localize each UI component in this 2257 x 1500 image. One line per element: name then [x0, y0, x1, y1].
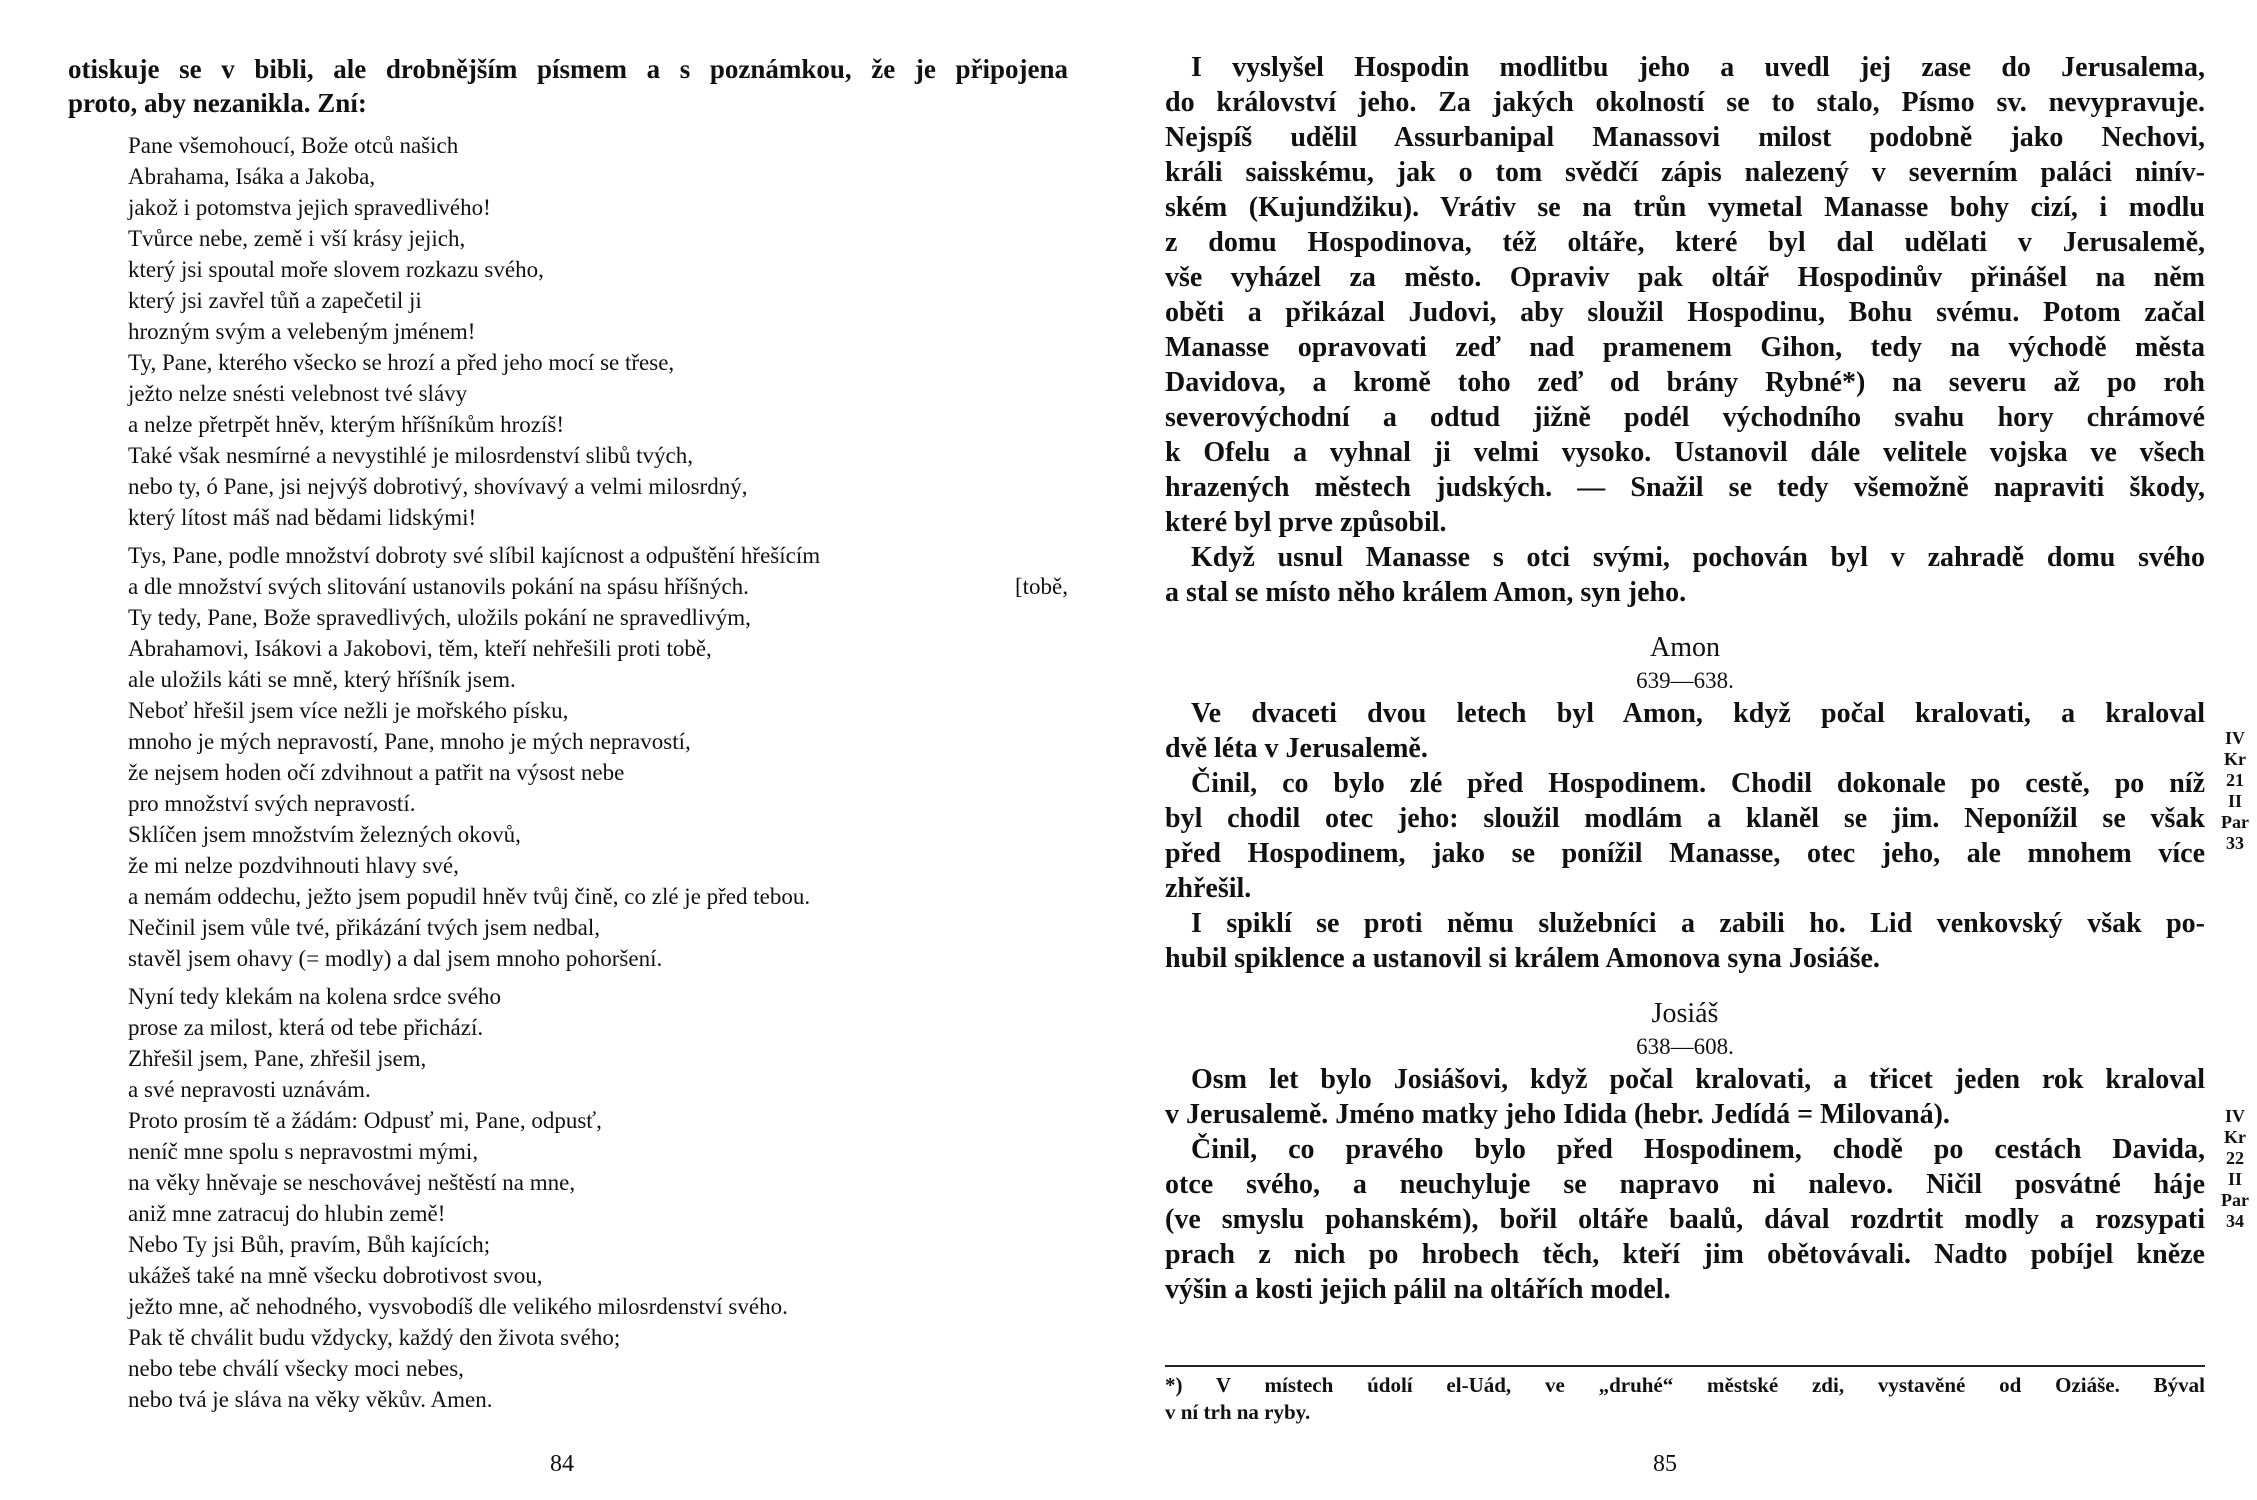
verse-line: Nečinil jsem vůle tvé, přikázání tvých jsem nedbal, [128, 915, 600, 940]
verse-line: Tys, Pane, podle množství dobroty své slíbil kajícnost a odpuštění hřešícím [128, 543, 821, 568]
text-line: a stal se místo něho králem Amon, syn jeho. [1165, 577, 1687, 608]
text-line: z domu Hospodinova, též oltáře, které byl dal udělati v Jerusalemě, [1165, 227, 2205, 258]
page-number: 84 [550, 1451, 574, 1477]
text-line: které byl prve způsobil. [1165, 507, 1447, 538]
verse-line: Tvůrce nebe, země i vší krásy jejich, [128, 226, 466, 251]
stanza-gap [128, 533, 1068, 540]
verse-line: Nebo Ty jsi Bůh, pravím, Bůh kajících; [128, 1232, 491, 1257]
margin-ref-line: II Par [2221, 1169, 2249, 1210]
footnote [1165, 1372, 2205, 1426]
text-line: (ve smyslu pohanském), bořil oltáře baalů, dával rozdrtit modly a rozsypati [1165, 1204, 2205, 1235]
verse-line: neníč mne spolu s nepravostmi mými, [128, 1139, 479, 1164]
prayer-verse [128, 130, 1068, 1415]
verse-line: který jsi zavřel tůň a zapečetil ji [128, 288, 422, 313]
margin-reference-amon [2213, 728, 2257, 854]
verse-line: Nyní tedy klekám na kolena srdce svého [128, 984, 501, 1009]
text-line: Osm let bylo Josiášovi, když počal kralovati, a třicet jeden rok kraloval [1191, 1064, 2205, 1095]
section-years-josias: 638—608. [1636, 1034, 1734, 1059]
verse-line: nebo tebe chválí všecky moci nebes, [128, 1356, 464, 1381]
verse-line: Ty tedy, Pane, Bože spravedlivých, uložils pokání ne spravedlivým, [128, 605, 751, 630]
page-number: 85 [1653, 1451, 1677, 1477]
verse-line: který lítost máš nad bědami lidskými! [128, 505, 477, 530]
text-line: před Hospodinem, jako se ponížil Manasse, otec jeho, ale mnohem více [1165, 838, 2205, 869]
verse-line: který jsi spoutal moře slovem rozkazu svého, [128, 257, 544, 282]
text-line: severovýchodní a odtud jižně podél východního svahu hory chrámové [1165, 402, 2205, 433]
text-line: hrazených městech judských. — Snažil se tedy všemožně napraviti škody, [1165, 472, 2205, 503]
text-line: I vyslyšel Hospodin modlitbu jeho a uvedl jej zase do Jerusalema, [1191, 52, 2205, 83]
verse-line: ježto mne, ač nehodného, vysvobodíš dle velikého milosrdenství svého. [128, 1294, 788, 1319]
verse-line: že nejsem hoden očí zdvihnout a patřit na výsost nebe [128, 760, 625, 785]
verse-line: nebo ty, ó Pane, jsi nejvýš dobrotivý, shovívavý a velmi milosrdný, [128, 474, 748, 499]
verse-line: stavěl jsem ohavy (= modly) a dal jsem mnoho pohoršení. [128, 946, 663, 971]
verse-line: Abrahamovi, Isákovi a Jakobovi, těm, kteří nehřešili proti tobě, [128, 636, 712, 661]
verse-line: aniž mne zatracuj do hlubin země! [128, 1201, 446, 1226]
verse-line: Neboť hřešil jsem více nežli je mořského písku, [128, 698, 569, 723]
text-line: prach z nich po hrobech těch, kteří jim obětovávali. Nadto pobíjel kněze [1165, 1239, 2205, 1270]
footnote-line: v ní trh na ryby. [1165, 1400, 1311, 1424]
margin-reference-josias [2213, 1106, 2257, 1232]
verse-line: Proto prosím tě a žádám: Odpusť mi, Pane, odpusť, [128, 1108, 602, 1133]
verse-line: mnoho je mých nepravostí, Pane, mnoho je mých nepravostí, [128, 729, 691, 754]
verse-line: na věky hněvaje se neschovávej neštěstí na mne, [128, 1170, 576, 1195]
wrap-note: [tobě, [1014, 574, 1068, 599]
verse-line: ježto nelze snésti velebnost tvé slávy [128, 381, 468, 406]
verse-line: Ty, Pane, kterého všecko se hrozí a před jeho mocí se třese, [128, 350, 675, 375]
text-line: dvě léta v Jerusalemě. [1165, 733, 1428, 764]
intro-line: proto, aby nezanikla. Zní: [68, 88, 367, 118]
margin-ref-line: 34 [2226, 1211, 2244, 1231]
margin-ref-line: II Par [2221, 791, 2249, 832]
verse-line: Pane všemohoucí, Bože otců našich [128, 133, 459, 158]
footnote-line: *) V místech údolí el-Uád, ve „druhé“ městské zdi, vystavěné od Oziáše. Býval [1165, 1373, 2205, 1397]
verse-line: hrozným svým a velebeným jménem! [128, 319, 476, 344]
text-line: výšin a kosti jejich pálil na oltářích model. [1165, 1274, 1671, 1305]
verse-line: Abrahama, Isáka a Jakoba, [128, 164, 376, 189]
verse-line: jakož i potomstva jejich spravedlivého! [128, 195, 491, 220]
text-line: vše vyházel za město. Opraviv pak oltář Hospodinův přinášel na něm [1165, 262, 2205, 293]
margin-ref-line: IV Kr [2224, 1106, 2246, 1147]
text-line: Činil, co bylo zlé před Hospodinem. Chodil dokonale po cestě, po níž [1191, 768, 2205, 799]
margin-ref-line: IV Kr [2224, 728, 2246, 769]
text-line: ském (Kujundžiku). Vrátiv se na trůn vymetal Manasse bohy cizí, i modlu [1165, 192, 2205, 223]
main-text [1165, 50, 2205, 1307]
right-page [1123, 0, 2249, 1500]
text-line: oběti a přikázal Judovi, aby sloužil Hospodinu, Bohu svému. Potom začal [1165, 297, 2205, 328]
verse-line: pro množství svých nepravostí. [128, 791, 416, 816]
text-line: Když usnul Manasse s otci svými, pochován byl v zahradě domu svého [1191, 542, 2205, 573]
section-spacer [1165, 976, 2205, 996]
text-line: otce svého, a neuchyluje se napravo ni nalevo. Ničil posvátné háje [1165, 1169, 2205, 1200]
verse-line-text: a dle množství svých slitování ustanovils pokání na spásu hříšných. [128, 574, 749, 599]
verse-line: Sklíčen jsem množstvím železných okovů, [128, 822, 521, 847]
verse-line [128, 571, 1068, 602]
verse-line: a nelze přetrpět hněv, kterým hříšníkům hrozíš! [128, 412, 565, 437]
text-line: hubil spiklence a ustanovil si králem Amonova syna Josiáše. [1165, 943, 1880, 974]
text-line: Nejspíš udělil Assurbanipal Manassovi milost podobně jako Nechovi, [1165, 122, 2205, 153]
footnote-rule [1165, 1365, 2205, 1367]
text-line: I spiklí se proti němu služebníci a zabili ho. Lid venkovský však po- [1191, 908, 2205, 939]
text-line: Činil, co pravého bylo před Hospodinem, chodě po cestách Davida, [1191, 1134, 2205, 1165]
section-spacer [1165, 610, 2205, 630]
text-line: Manasse opravovati zeď nad pramenem Gihon, tedy na východě města [1165, 332, 2205, 363]
text-line: byl chodil otec jeho: sloužil modlám a klaněl se jim. Neponížil se však [1165, 803, 2205, 834]
margin-ref-line: 22 [2226, 1148, 2244, 1168]
verse-line: ukážeš také na mně všecku dobrotivost svou, [128, 1263, 543, 1288]
text-line: k Ofelu a vyhnal ji velmi vysoko. Ustanovil dále velitele vojska ve všech [1165, 437, 2205, 468]
verse-line: Pak tě chválit budu vždycky, každý den života svého; [128, 1325, 621, 1350]
verse-line: Také však nesmírné a nevystihlé je milosrdenství slibů tvých, [128, 443, 693, 468]
intro-paragraph [68, 52, 1068, 120]
stanza-gap [128, 974, 1068, 981]
text-line: Ve dvaceti dvou letech byl Amon, když počal kralovati, a kraloval [1191, 698, 2205, 729]
verse-line: a nemám oddechu, ježto jsem popudil hněv tvůj čině, co zlé je před tebou. [128, 884, 811, 909]
verse-line: prose za milost, která od tebe přichází. [128, 1015, 484, 1040]
margin-ref-line: 33 [2226, 833, 2244, 853]
text-line: do království jeho. Za jakých okolností se to stalo, Písmo sv. nevypravuje. [1165, 87, 2205, 118]
section-heading-josias: Josiáš [1651, 998, 1719, 1029]
left-page [0, 0, 1123, 1500]
text-line: králi saisskému, jak o tom svědčí zápis nalezený v severním paláci ninív- [1165, 157, 2205, 188]
verse-line: ale uložils káti se mně, který hříšník jsem. [128, 667, 516, 692]
text-line: v Jerusalemě. Jméno matky jeho Idida (hebr. Jedídá = Milovaná). [1165, 1099, 1950, 1130]
intro-line: otiskuje se v bibli, ale drobnějším písmem a s poznámkou, že je připojena [68, 54, 1068, 84]
margin-ref-line: 21 [2226, 770, 2244, 790]
text-line: Davidova, a kromě toho zeď od brány Rybné*) na severu až po roh [1165, 367, 2205, 398]
section-years-amon: 639—638. [1636, 668, 1734, 693]
verse-line: že mi nelze pozdvihnouti hlavy své, [128, 853, 459, 878]
verse-line: Zhřešil jsem, Pane, zhřešil jsem, [128, 1046, 427, 1071]
verse-line: nebo tvá je sláva na věky věkův. Amen. [128, 1387, 493, 1412]
verse-line: a své nepravosti uznávám. [128, 1077, 371, 1102]
text-line: zhřešil. [1165, 873, 1252, 904]
section-heading-amon: Amon [1650, 632, 1720, 663]
